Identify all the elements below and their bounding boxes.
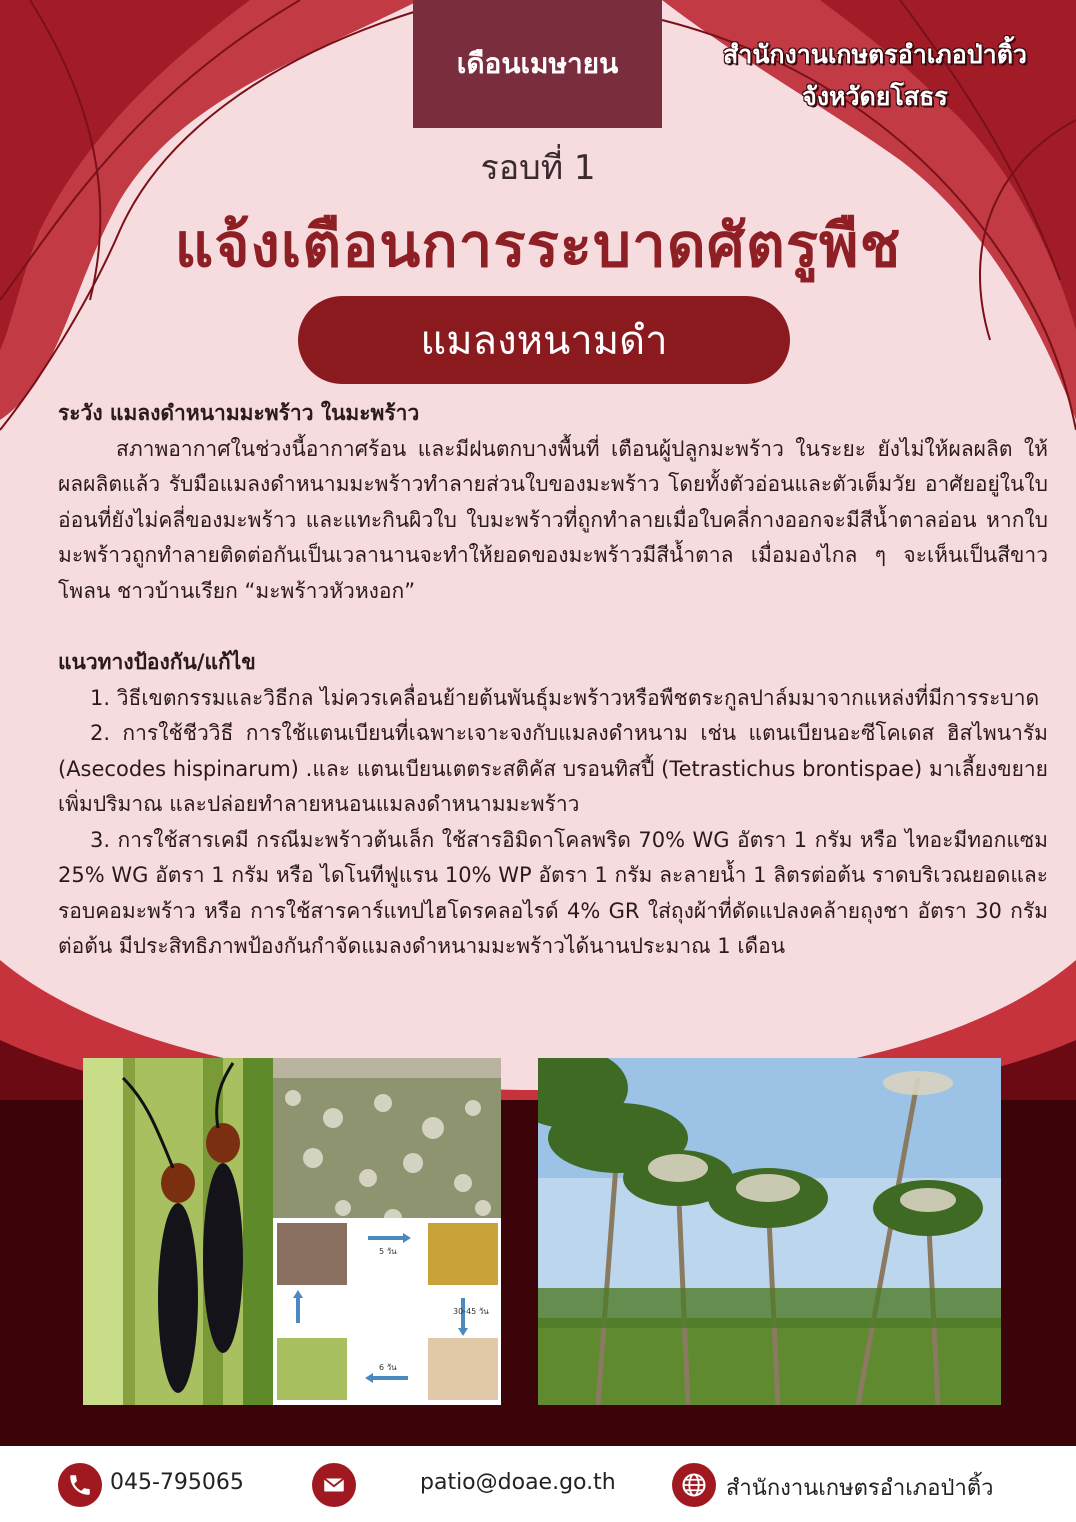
prevention-item: 3. การใช้สารเคมี กรณีมะพร้าวต้นเล็ก ใช้สารอิมิดาโคลพริด 70% WG อัตรา 1 กรัม หรือ ไทอะมีทอกแซม 25% WG อัตรา 1 กรัม หรือ ไดโนทีฟูแรน 10% WP อัตรา 1 กรัม ละลายน้ำ 1 ลิตรต่อต้น ราดบริเวณยอดและรอบคอมะพร้าว หรือ การใช้สารคาร์แทปไฮโดรคลอไรด์ 4% GR ใส่ถุงผ้าที่ดัดแปลงคล้ายถุงชา อัตรา 30 กรัมต่อต้น มีประสิทธิภาพป้องกันกำจัดแมลงดำหนามมะพร้าวได้นานประมาณ 1 เดือน [58,827,1048,958]
phone-icon [58,1463,102,1507]
coconut-plantation-photo [538,1058,1001,1405]
phone-number[interactable]: 045-795065 [110,1470,244,1495]
prevention-item: 2. การใช้ชีววิธี การใช้แตนเบียนที่เฉพาะเจาะจงกับแมลงดำหนาม เช่น แตนเบียนอะซีโคเดส ฮิสไพนารัม (Asecodes hispinarum) .และ แตนเบียนเตตระสติคัส บรอนทิสปี้ (Tetrastichus brontispae) มาเลี้ยงขยายเพิ่มปริมาณ และปล่อยทำลายหนอนแมลงดำหนามมะพร้าว [58,721,1048,816]
page-title: แจ้งเตือนการระบาดศัตรูพืช [174,211,902,281]
pest-name: แมลงหนามดำ [420,318,668,364]
prevention-item: 1. วิธีเขตกรรมและวิธีกล ไม่ควรเคลื่อนย้ายต้นพันธุ์มะพร้าวหรือพืชตระกูลปาล์มมาจากแหล่งที่มีการระบาด [90,685,1040,710]
month-tab [413,0,662,128]
lifecycle-photo [273,1058,501,1405]
office-line-1: สำนักงานเกษตรอำเภอป่าติ้ว [723,40,1027,69]
mail-icon [312,1463,356,1507]
main-content [58,396,1048,965]
website-link[interactable]: สำนักงานเกษตรอำเภอป่าติ้ว [726,1476,994,1501]
month-label: เดือนเมษายน [456,47,619,80]
beetle-photo [83,1058,273,1405]
prevention-heading: แนวทางป้องกัน/แก้ไข [58,650,256,674]
email-link[interactable]: patio@doae.go.th [420,1470,616,1495]
warning-heading: ระวัง แมลงดำหนามมะพร้าว ในมะพร้าว [58,401,420,425]
lifecycle-label-top: 5 วัน [379,1247,397,1256]
office-line-2: จังหวัดยโสธร [802,82,948,111]
lifecycle-label-right: 30-45 วัน [453,1307,489,1316]
pest-name-badge [298,296,790,384]
round-label: รอบที่ 1 [480,148,596,188]
office-name [690,34,1060,118]
globe-icon [672,1463,716,1507]
warning-body: สภาพอากาศในช่วงนี้อากาศร้อน และมีฝนตกบางพื้นที่ เตือนผู้ปลูกมะพร้าว ในระยะ ยังไม่ให้ผลผลิต ให้ผลผลิตแล้ว รับมือแมลงดำหนามมะพร้าวทำลายส่วนใบของมะพร้าว โดยทั้งตัวอ่อนและตัวเต็มวัย อาศัยอยู่ในใบอ่อนที่ยังไม่คลี่ของมะพร้าว และแทะกินผิวใบ ใบมะพร้าวที่ถูกทำลายเมื่อใบคลี่กางออกจะมีสีน้ำตาลอ่อน หากใบมะพร้าวถูกทำลายติดต่อกันเป็นเวลานานจะทำให้ยอดของมะพร้าวมีสีน้ำตาล เมื่อมองไกล ๆ จะเห็นเป็นสีขาวโพลน ชาวบ้านเรียก “มะพร้าวหัวหงอก” [58,436,1048,603]
lifecycle-label-bottom: 6 วัน [379,1363,397,1372]
